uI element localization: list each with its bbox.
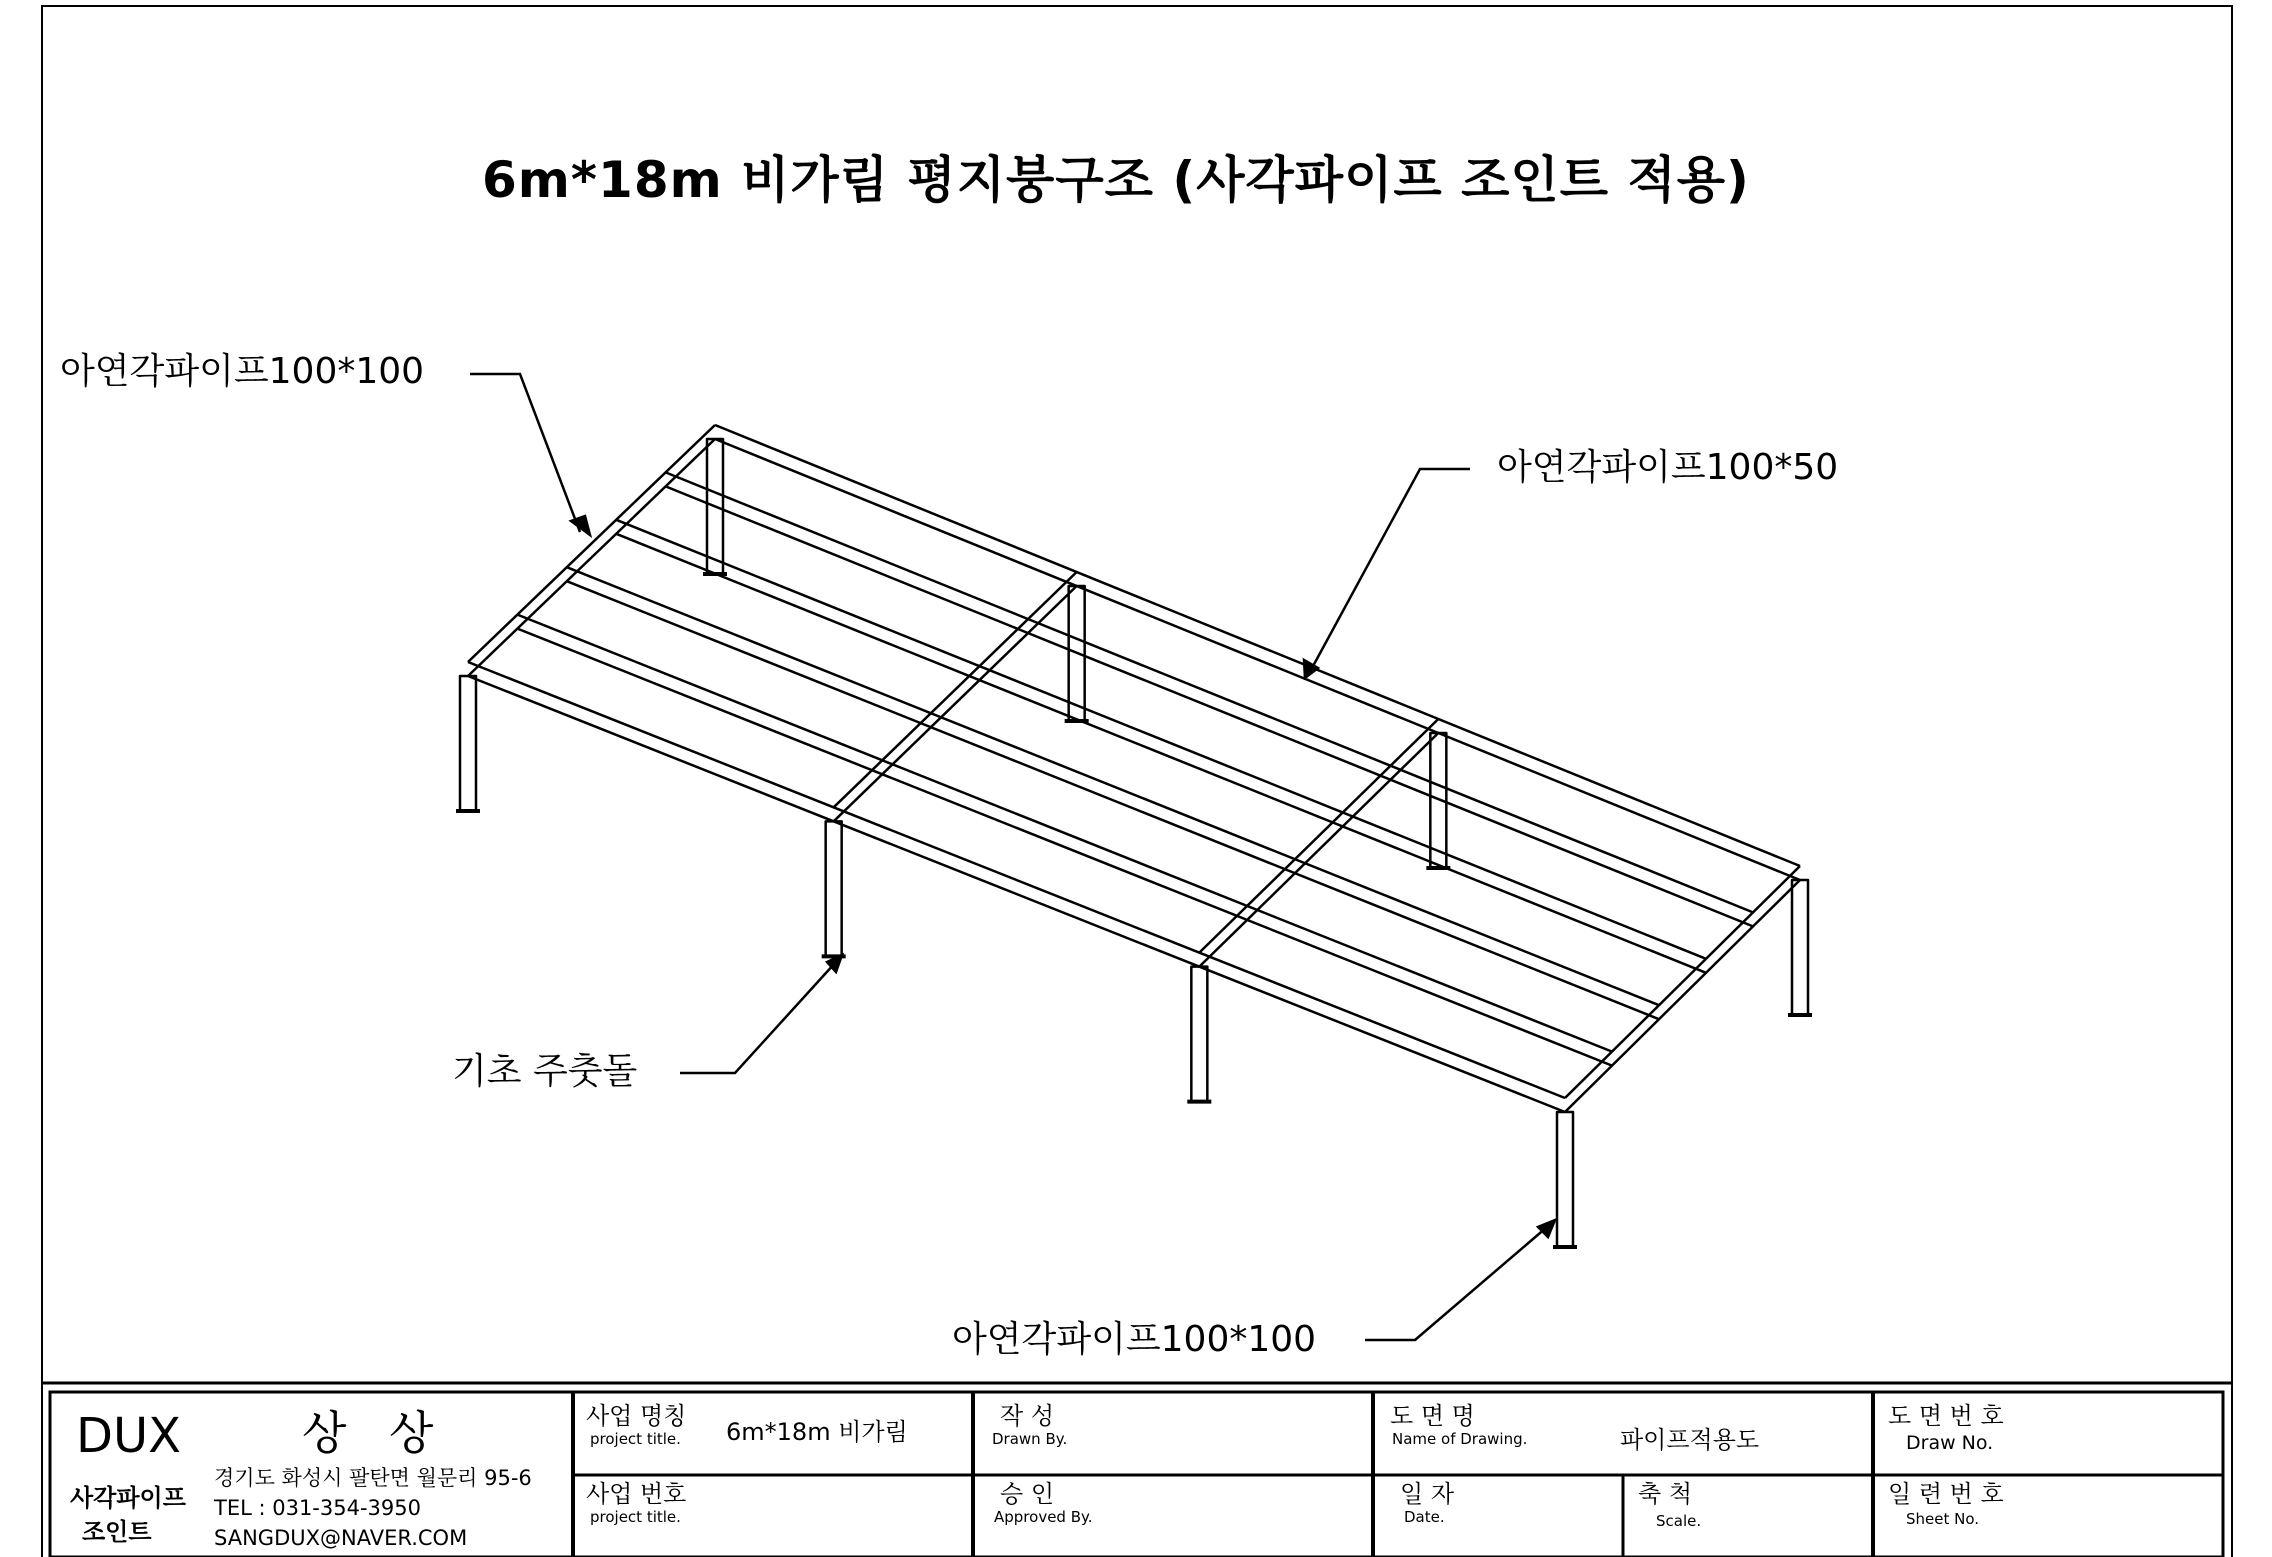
project-name-sub: project title. — [590, 1430, 681, 1448]
callout-pipe-main-bottom: 아연각파이프100*100 — [952, 1319, 1317, 1360]
purlin-4-bottom — [666, 486, 1753, 926]
date-sub: Date. — [1404, 1508, 1445, 1526]
scale-label: 축 척 — [1638, 1480, 1692, 1508]
callout-foundation: 기초 주춧돌 — [452, 1051, 638, 1092]
scale-sub: Scale. — [1656, 1512, 1702, 1530]
drawing-title: 6m*18m 비가림 평지붕구조 (사각파이프 조인트 적용) — [482, 151, 1750, 209]
purlin-3-bottom — [616, 534, 1706, 973]
drawing-name-sub: Name of Drawing. — [1392, 1430, 1528, 1448]
company-email: SANGDUX@NAVER.COM — [214, 1526, 468, 1550]
leader-pipe-main-bottom — [1365, 1227, 1547, 1340]
purlin-5-top — [715, 425, 1800, 866]
arrow-head — [1538, 1220, 1555, 1237]
drawing-name-label: 도 면 명 — [1390, 1402, 1475, 1430]
purlin-3-top — [616, 520, 1706, 959]
leader-foundation — [680, 963, 835, 1073]
company-brand: DUX — [76, 1408, 181, 1464]
project-no-sub: project title. — [590, 1508, 681, 1526]
drawing-no-label: 도 면 번 호 — [1888, 1402, 2004, 1430]
drawn-by-sub: Drawn By. — [992, 1430, 1068, 1448]
sheet-no-label: 일 련 번 호 — [1888, 1480, 2004, 1508]
company-brand-korean: 상 상 — [302, 1406, 448, 1460]
purlin-1-bottom — [517, 629, 1612, 1066]
purlin-1-top — [517, 615, 1612, 1052]
post-front-0 — [460, 676, 476, 811]
purlin-5-bottom — [715, 439, 1800, 880]
project-no-label: 사업 번호 — [586, 1480, 687, 1508]
drawing-name-value: 파이프적용도 — [1620, 1426, 1760, 1454]
purlin-2-top — [567, 567, 1659, 1005]
company-tel: TEL : 031-354-3950 — [214, 1496, 421, 1520]
arrow-head — [571, 516, 590, 535]
leader-pipe-purlin — [1312, 469, 1470, 668]
approved-by-label: 승 인 — [1000, 1480, 1054, 1508]
company-name-line1: 사각파이프 — [70, 1484, 186, 1512]
drawn-by-label: 작 성 — [1000, 1402, 1054, 1430]
post-front-1 — [826, 821, 842, 956]
callout-pipe-purlin: 아연각파이프100*50 — [1497, 447, 1839, 488]
callout-pipe-main-top: 아연각파이프100*100 — [60, 351, 425, 392]
purlin-2-bottom — [567, 581, 1659, 1019]
purlin-0-top — [468, 662, 1565, 1098]
post-front-3 — [1557, 1112, 1573, 1247]
roof-structure-drawing — [456, 425, 1812, 1247]
purlin-0-bottom — [468, 676, 1565, 1112]
sheet-no-sub: Sheet No. — [1906, 1510, 1980, 1528]
approved-by-sub: Approved By. — [994, 1508, 1093, 1526]
drawing-no-sub: Draw No. — [1906, 1432, 1994, 1454]
company-address: 경기도 화성시 팔탄면 월문리 95-6 — [214, 1466, 532, 1490]
project-name-value: 6m*18m 비가림 — [726, 1418, 908, 1446]
post-back-3 — [1792, 880, 1808, 1015]
date-label: 일 자 — [1400, 1480, 1454, 1508]
company-name-line2: 조인트 — [82, 1518, 152, 1546]
project-name-label: 사업 명칭 — [586, 1402, 687, 1430]
purlin-4-top — [666, 472, 1753, 912]
post-front-2 — [1191, 967, 1207, 1102]
leader-pipe-main-top — [470, 374, 580, 532]
